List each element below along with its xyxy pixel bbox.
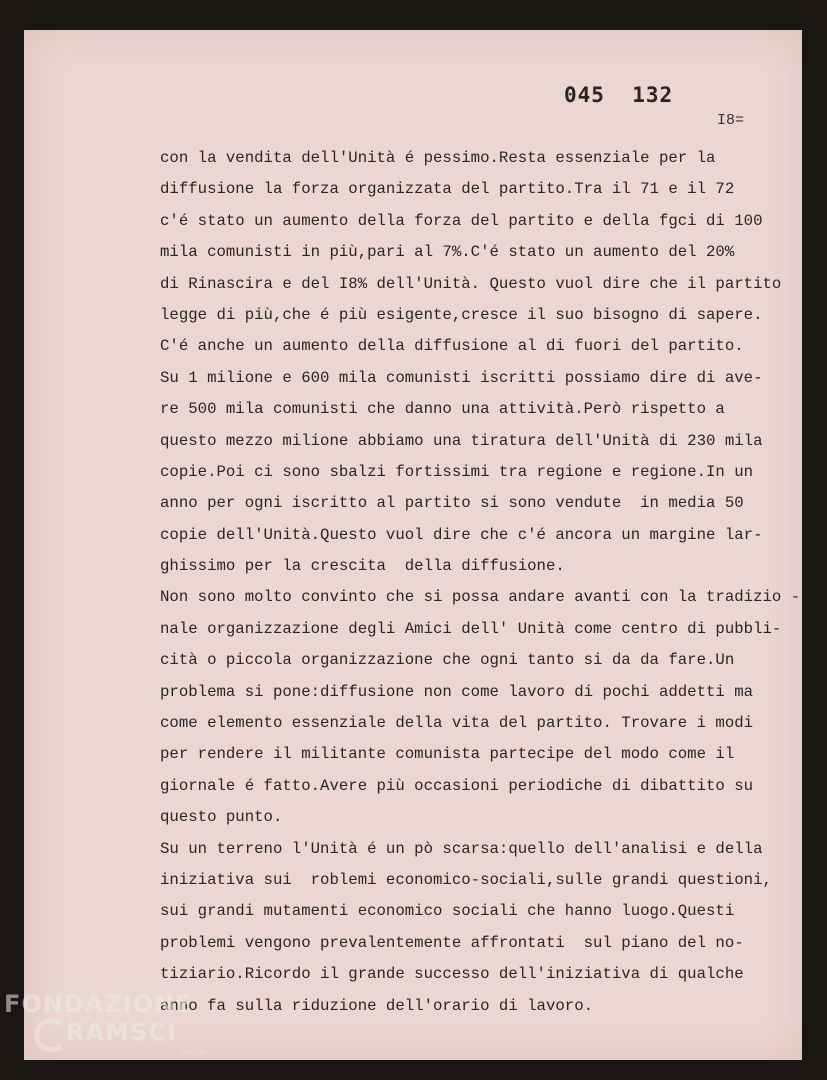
text-line: mila comunisti in più,pari al 7%.C'é stato un aumento del 20% <box>160 243 735 262</box>
text-line: tiziario.Ricordo il grande successo dell'iniziativa di qualche <box>160 965 744 984</box>
watermark-sub: onlus <box>182 1048 207 1058</box>
text-line: C'é anche un aumento della diffusione al di fuori del partito. <box>160 337 744 356</box>
text-line: nale organizzazione degli Amici dell' Unità come centro di pubbli- <box>160 619 782 638</box>
text-line: iniziativa sui roblemi economico-sociali,sulle grandi questioni, <box>160 870 772 889</box>
text-line: diffusione la forza organizzata del partito.Tra il 71 e il 72 <box>160 180 735 199</box>
watermark-line1: FONDAZIONE <box>4 990 193 1018</box>
text-line: questo punto. <box>160 808 283 827</box>
text-line: Su 1 milione e 600 mila comunisti iscritti possiamo dire di ave- <box>160 368 763 387</box>
text-line: c'é stato un aumento della forza del partito e della fgci di 100 <box>160 211 763 230</box>
text-line: anno per ogni iscritto al partito si sono vendute in media 50 <box>160 494 744 513</box>
text-line: copie.Poi ci sono sbalzi fortissimi tra regione e regione.In un <box>160 462 754 481</box>
text-line: con la vendita dell'Unità é pessimo.Resta essenziale per la <box>160 149 716 167</box>
page-number: I8= <box>717 112 745 129</box>
foundation-watermark-logo <box>4 990 207 1058</box>
text-line: giornale é fatto.Avere più occasioni periodiche di dibattito su <box>160 776 754 795</box>
g-ring-icon <box>34 1018 68 1052</box>
typed-text-body <box>160 143 800 1022</box>
text-line: copie dell'Unità.Questo vuol dire che c'é ancora un margine lar- <box>160 525 763 544</box>
watermark-line2: RAMSCI <box>66 1018 177 1046</box>
text-line: Su un terreno l'Unità é un pò scarsa:quello dell'analisi e della <box>160 839 763 858</box>
text-line: sui grandi mutamenti economico sociali che hanno luogo.Questi <box>160 902 735 921</box>
text-line: Non sono molto convinto che si possa andare avanti con la tradizio - <box>160 588 801 607</box>
text-line: anno fa sulla riduzione dell'orario di lavoro. <box>160 996 594 1015</box>
text-line: problema si pone:diffusione non come lavoro di pochi addetti ma <box>160 682 754 701</box>
text-line: legge di più,che é più esigente,cresce il suo bisogno di sapere. <box>160 305 763 324</box>
text-line: re 500 mila comunisti che danno una attività.Però rispetto a <box>160 400 725 419</box>
text-line: questo mezzo milione abbiamo una tiratura dell'Unità di 230 mila <box>160 431 763 450</box>
text-line: ghissimo per la crescita della diffusione. <box>160 557 565 576</box>
text-line: come elemento essenziale della vita del partito. Trovare i modi <box>160 714 754 733</box>
text-line: di Rinascira e del I8% dell'Unità. Questo vuol dire che il partito <box>160 274 782 293</box>
text-line: per rendere il militante comunista partecipe del modo come il <box>160 745 735 764</box>
typewritten-page <box>24 30 802 1060</box>
text-line: cità o piccola organizzazione che ogni tanto si da da fare.Un <box>160 651 735 670</box>
archive-number-stamp: 045 132 <box>564 83 674 107</box>
text-line: problemi vengono prevalentemente affrontati sul piano del no- <box>160 933 744 952</box>
